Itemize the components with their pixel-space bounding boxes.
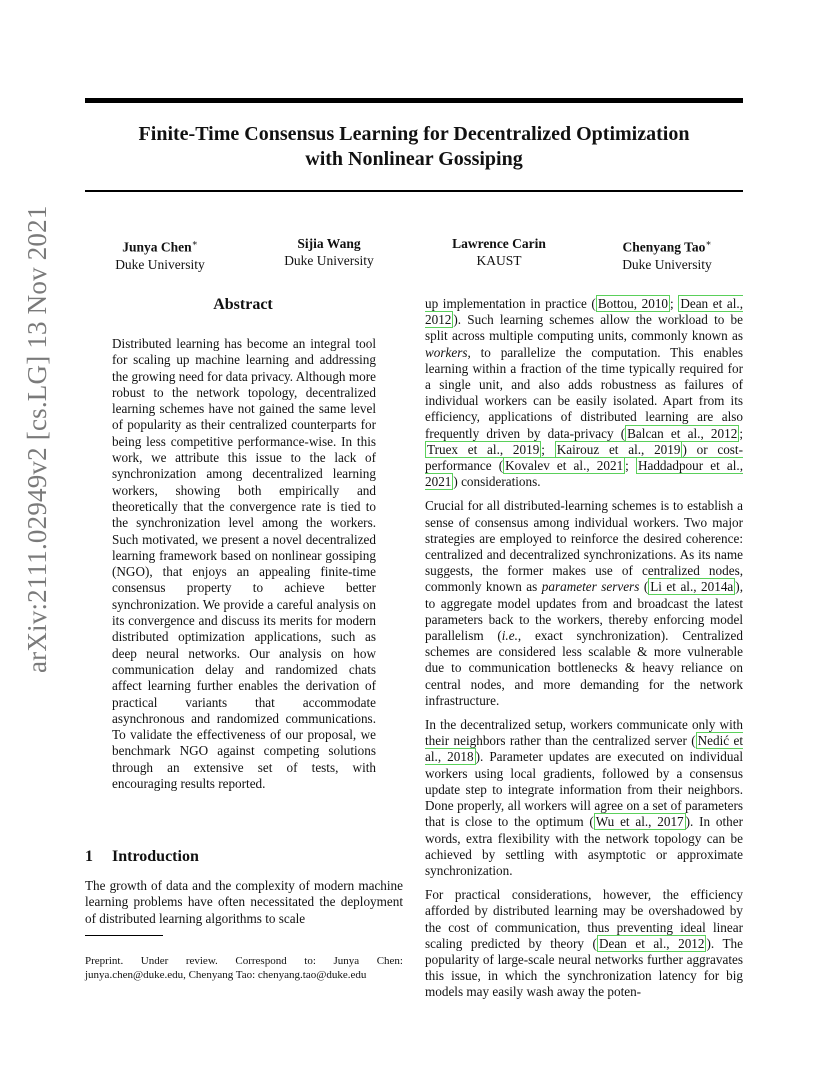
- author-name: Sijia Wang: [297, 236, 361, 251]
- author-block: [414, 235, 584, 269]
- emphasis: i.e.: [501, 628, 518, 644]
- author-affiliation: Duke University: [115, 256, 205, 272]
- emphasis: parameter servers: [541, 579, 640, 595]
- right-column: [425, 296, 743, 1009]
- section-number: 1: [85, 848, 93, 865]
- author-block: [75, 235, 245, 273]
- section-heading-introduction: [85, 848, 199, 866]
- author-name: Lawrence Carin: [452, 236, 546, 251]
- title-rule-bottom: [85, 190, 743, 192]
- paragraph: [425, 296, 743, 490]
- intro-paragraph: The growth of data and the complexity of modern machine learning problems have often necessitated the deployment of distributed learning algorithms to scale: [85, 878, 403, 926]
- paper-title: [85, 122, 743, 172]
- text-run: ;: [739, 425, 743, 441]
- text-run: , exact synchronization). Centralized schemes are considered less scalable & more vulnerable due to communication bottlenecks & heavy reliance on central nodes, and more demanding for the network infrastructure.: [425, 628, 743, 708]
- paragraph: [425, 717, 743, 879]
- paragraph: [425, 887, 743, 1000]
- text-run: In the decentralized setup, workers communicate only with their neighbors rather than the centralized server (: [425, 717, 743, 749]
- author-affiliation: Duke University: [284, 253, 374, 268]
- text-run: up implementation in practice (: [425, 296, 596, 311]
- citation-link[interactable]: Kovalev et al., 2021: [505, 458, 624, 474]
- footnote-rule: [85, 935, 163, 936]
- author-affiliation: KAUST: [476, 253, 522, 268]
- text-run: ) considerations.: [453, 474, 541, 490]
- citation-link[interactable]: Nedić et al., 2018: [425, 733, 743, 765]
- citation-link[interactable]: Balcan et al., 2012: [627, 425, 738, 441]
- citation-link[interactable]: Wu et al., 2017: [595, 814, 684, 830]
- title-line-1: Finite-Time Consensus Learning for Decentralized Optimization: [138, 123, 690, 145]
- text-run: ). The popularity of large-scale neural networks further aggravates this issue, in which the synchronization latency for big models may easily wash away the poten-: [425, 935, 744, 1000]
- paragraph: [425, 498, 743, 709]
- title-line-2: with Nonlinear Gossiping: [305, 148, 523, 170]
- author-mark: ∗: [705, 238, 712, 248]
- text-run: ). In other words, extra flexibility with the network topology can be achieved by settling with asymptotic or approximate synchronization.: [425, 814, 743, 878]
- text-run: ). Such learning schemes allow the workload to be split across multiple computing units, commonly known as: [425, 312, 743, 344]
- text-run: , to parallelize the computation. This enables learning within a fraction of the time typically required for a single unit, and also adds robustness as failures of individual workers can be easily isolated. Apart from its efficiency, applications of distributed learning are also frequently driven by data-privacy (: [425, 344, 743, 441]
- author-name: Chenyang Tao: [622, 239, 706, 255]
- author-block: [582, 235, 752, 273]
- text-run: For practical considerations, however, the efficiency afforded by distributed learning may be overshadowed by the cost of communication, thus preventing ideal linear scaling predicted by theory (: [425, 887, 743, 951]
- section-title: Introduction: [112, 848, 199, 865]
- author-block: [244, 235, 414, 269]
- text-run: ;: [541, 441, 555, 457]
- citation-link[interactable]: Haddadpour et al., 2021: [425, 458, 743, 490]
- author-name: Junya Chen: [122, 239, 192, 255]
- text-run: ), to aggregate model updates from and broadcast the latest parameters back to the workers, thereby enforcing model parallelism (: [425, 579, 743, 644]
- text-run: ;: [670, 296, 679, 311]
- text-run: (: [639, 579, 649, 595]
- citation-link[interactable]: Kairouz et al., 2019: [556, 441, 681, 457]
- arxiv-stamp: arXiv:2111.02949v2 [cs.LG] 13 Nov 2021: [22, 205, 52, 673]
- text-run: ). Parameter updates are executed on individual workers using local gradients, followed by a consensus update step to integrate information from their neighbors. Done properly, all workers will agree on a set of parameters that is close to the optimum (: [425, 749, 743, 830]
- author-affiliation: Duke University: [622, 256, 712, 272]
- citation-link[interactable]: Truex et al., 2019: [427, 441, 540, 457]
- text-run: ) or cost-performance (: [425, 441, 743, 474]
- citation-link[interactable]: Dean et al., 2012: [425, 296, 744, 328]
- footnote: Preprint. Under review. Correspond to: Junya Chen: junya.chen@duke.edu, Chenyang Tao: chenyang.tao@duke.edu: [85, 955, 403, 981]
- citation-link[interactable]: Bottou, 2010: [597, 296, 669, 311]
- citation-link[interactable]: Li et al., 2014a: [650, 579, 734, 595]
- citation-link[interactable]: Dean et al., 2012: [598, 935, 705, 951]
- emphasis: workers: [425, 344, 468, 360]
- title-rule-top: [85, 98, 743, 103]
- abstract-heading: Abstract: [213, 296, 273, 313]
- text-run: Crucial for all distributed-learning schemes is to establish a sense of consensus among individual workers. Two major strategies are employed to reinforce the desired coherence: centralized and decentralized synchronizations. As its name suggests, the former makes use of centralized nodes, commonly known as: [425, 498, 743, 595]
- text-run: ;: [625, 458, 636, 474]
- abstract-text: Distributed learning has become an integral tool for scaling up machine learning and addressing the growing need for data privacy. Although more robust to the network topology, decentralized learning schemes have not gained the same level of popularity as their centralized counterparts for being less competitive performance-wise. In this work, we attribute this issue to the lack of synchronization among decentralized learning workers, showing both empirically and theoretically that the convergence rate is tied to the synchronization level among the workers. Such motivated, we present a novel decentralized learning framework based on nonlinear gossiping (NGO), that enjoys an appealing finite-time consensus property to achieve better synchronization. We provide a careful analysis on its convergence and discuss its merits for modern distributed optimization applications, such as deep neural networks. Our analysis on how communication delay and randomized chats affect learning further enables the derivation of practical variants that accommodate asynchronous and randomized communications. To validate the effectiveness of our proposal, we benchmark NGO against competing solutions through an extensive set of tests, with encouraging results reported.: [112, 336, 376, 792]
- author-mark: ∗: [191, 238, 198, 248]
